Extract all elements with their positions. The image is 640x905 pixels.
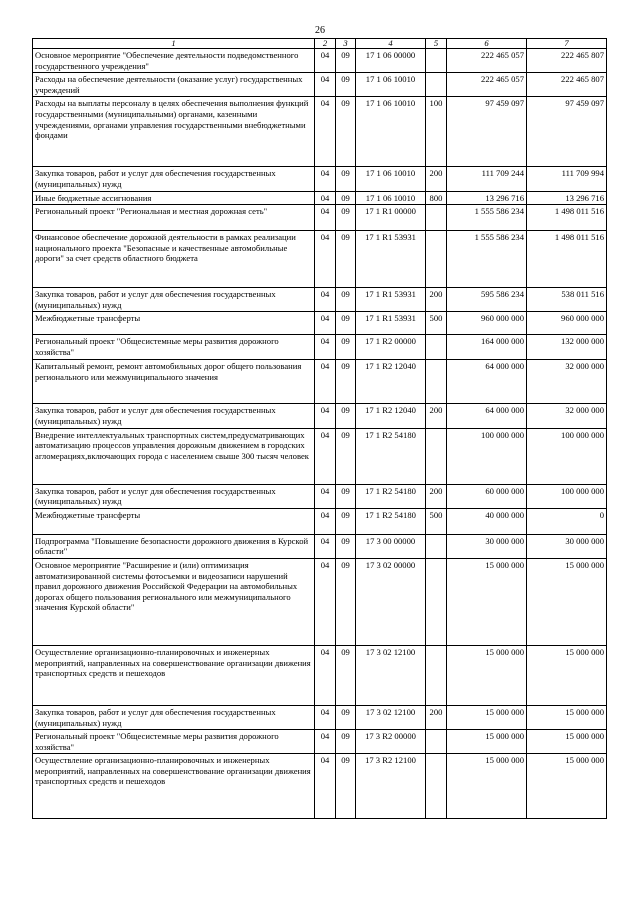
row-target-article: 17 3 R2 00000 <box>356 730 426 754</box>
row-section: 04 <box>315 73 336 97</box>
row-name: Осуществление организационно-планировочных и инженерных мероприятий, направленных на совершенствование организации движения транспортных средств и пешеходов <box>33 754 315 819</box>
row-amount-1: 60 000 000 <box>447 484 527 508</box>
header-cell: 7 <box>527 39 607 49</box>
table-row <box>33 484 607 508</box>
row-target-article: 17 1 R1 53931 <box>356 231 426 288</box>
row-section: 04 <box>315 428 336 484</box>
table-row <box>33 730 607 754</box>
row-name: Закупка товаров, работ и услуг для обеспечения государственных (муниципальных) нужд <box>33 167 315 191</box>
header-cell: 2 <box>315 39 336 49</box>
row-amount-2: 30 000 000 <box>527 534 607 558</box>
table-row <box>33 167 607 191</box>
row-amount-2: 32 000 000 <box>527 360 607 404</box>
row-expense-type <box>426 49 447 73</box>
row-amount-2: 15 000 000 <box>527 558 607 645</box>
table-row <box>33 231 607 288</box>
row-name: Межбюджетные трансферты <box>33 312 315 335</box>
row-subsection: 09 <box>336 288 356 312</box>
row-amount-1: 164 000 000 <box>447 335 527 360</box>
row-target-article: 17 1 06 00000 <box>356 49 426 73</box>
row-amount-1: 15 000 000 <box>447 705 527 729</box>
row-section: 04 <box>315 288 336 312</box>
row-subsection: 09 <box>336 508 356 534</box>
row-section: 04 <box>315 534 336 558</box>
row-expense-type: 200 <box>426 167 447 191</box>
row-subsection: 09 <box>336 754 356 819</box>
table-row <box>33 49 607 73</box>
budget-table <box>32 38 607 819</box>
row-name: Закупка товаров, работ и услуг для обеспечения государственных (муниципальных) нужд <box>33 484 315 508</box>
row-section: 04 <box>315 312 336 335</box>
row-name: Закупка товаров, работ и услуг для обеспечения государственных (муниципальных) нужд <box>33 705 315 729</box>
row-target-article: 17 1 R2 12040 <box>356 360 426 404</box>
row-target-article: 17 1 R2 00000 <box>356 335 426 360</box>
row-expense-type <box>426 335 447 360</box>
row-name: Капитальный ремонт, ремонт автомобильных дорог общего пользования регионального или межмуниципального значения <box>33 360 315 404</box>
row-amount-2: 222 465 807 <box>527 73 607 97</box>
row-amount-2: 111 709 994 <box>527 167 607 191</box>
row-amount-1: 1 555 586 234 <box>447 231 527 288</box>
row-section: 04 <box>315 97 336 167</box>
table-row <box>33 288 607 312</box>
row-subsection: 09 <box>336 97 356 167</box>
row-amount-1: 15 000 000 <box>447 558 527 645</box>
row-target-article: 17 1 R1 53931 <box>356 288 426 312</box>
row-expense-type <box>426 534 447 558</box>
header-cell: 1 <box>33 39 315 49</box>
row-amount-2: 15 000 000 <box>527 754 607 819</box>
row-section: 04 <box>315 558 336 645</box>
row-target-article: 17 1 06 10010 <box>356 167 426 191</box>
row-expense-type: 500 <box>426 312 447 335</box>
row-section: 04 <box>315 484 336 508</box>
row-name: Расходы на выплаты персоналу в целях обеспечения выполнения функций государственными (муниципальными) органами, казенными учреждениями, органами управления государственными внебюджетными фондами <box>33 97 315 167</box>
row-expense-type: 200 <box>426 484 447 508</box>
header-cell: 5 <box>426 39 447 49</box>
row-expense-type: 800 <box>426 191 447 205</box>
table-row <box>33 97 607 167</box>
row-amount-2: 97 459 097 <box>527 97 607 167</box>
table-row <box>33 645 607 705</box>
row-amount-2: 538 011 516 <box>527 288 607 312</box>
row-section: 04 <box>315 508 336 534</box>
row-amount-1: 64 000 000 <box>447 404 527 428</box>
row-section: 04 <box>315 730 336 754</box>
row-target-article: 17 3 02 12100 <box>356 645 426 705</box>
row-name: Региональный проект "Общесистемные меры развития дорожного хозяйства" <box>33 730 315 754</box>
table-row <box>33 335 607 360</box>
table-row <box>33 404 607 428</box>
row-section: 04 <box>315 754 336 819</box>
header-cell: 3 <box>336 39 356 49</box>
row-subsection: 09 <box>336 49 356 73</box>
row-subsection: 09 <box>336 312 356 335</box>
row-amount-1: 222 465 057 <box>447 73 527 97</box>
row-section: 04 <box>315 404 336 428</box>
row-subsection: 09 <box>336 484 356 508</box>
row-amount-1: 222 465 057 <box>447 49 527 73</box>
row-expense-type <box>426 360 447 404</box>
row-amount-1: 1 555 586 234 <box>447 205 527 231</box>
table-row <box>33 534 607 558</box>
row-section: 04 <box>315 360 336 404</box>
row-expense-type <box>426 754 447 819</box>
row-target-article: 17 1 06 10010 <box>356 191 426 205</box>
row-target-article: 17 1 R2 54180 <box>356 508 426 534</box>
row-amount-1: 15 000 000 <box>447 754 527 819</box>
table-row <box>33 508 607 534</box>
row-subsection: 09 <box>336 191 356 205</box>
header-row <box>33 39 607 49</box>
table-row <box>33 73 607 97</box>
row-amount-1: 64 000 000 <box>447 360 527 404</box>
row-amount-2: 32 000 000 <box>527 404 607 428</box>
row-amount-1: 15 000 000 <box>447 730 527 754</box>
row-subsection: 09 <box>336 205 356 231</box>
row-target-article: 17 3 00 00000 <box>356 534 426 558</box>
page-number: 26 <box>315 25 325 36</box>
row-subsection: 09 <box>336 404 356 428</box>
row-amount-2: 1 498 011 516 <box>527 205 607 231</box>
row-subsection: 09 <box>336 231 356 288</box>
row-name: Финансовое обеспечение дорожной деятельности в рамках реализации национального проекта "Безопасные и качественные автомобильные дороги" за счет средств областного бюджета <box>33 231 315 288</box>
row-amount-1: 97 459 097 <box>447 97 527 167</box>
row-name: Осуществление организационно-планировочных и инженерных мероприятий, направленных на совершенствование организации движения транспортных средств и пешеходов <box>33 645 315 705</box>
row-target-article: 17 1 06 10010 <box>356 73 426 97</box>
row-expense-type <box>426 558 447 645</box>
row-expense-type: 200 <box>426 705 447 729</box>
row-subsection: 09 <box>336 167 356 191</box>
row-amount-2: 15 000 000 <box>527 645 607 705</box>
row-target-article: 17 3 02 00000 <box>356 558 426 645</box>
row-section: 04 <box>315 645 336 705</box>
row-amount-1: 40 000 000 <box>447 508 527 534</box>
table-row <box>33 754 607 819</box>
row-amount-2: 15 000 000 <box>527 705 607 729</box>
row-subsection: 09 <box>336 558 356 645</box>
row-expense-type <box>426 231 447 288</box>
row-expense-type: 100 <box>426 97 447 167</box>
row-amount-1: 111 709 244 <box>447 167 527 191</box>
row-name: Основное мероприятие "Расширение и (или) оптимизация автоматизированной системы фотосъемки и видеозаписи нарушений правил дорожного движения Российской Федерации на автомобильных дорогах общего пользования регионального или межмуниципального значения Курской области" <box>33 558 315 645</box>
row-subsection: 09 <box>336 705 356 729</box>
row-expense-type <box>426 428 447 484</box>
row-amount-1: 595 586 234 <box>447 288 527 312</box>
table-row <box>33 205 607 231</box>
row-expense-type <box>426 205 447 231</box>
row-amount-1: 15 000 000 <box>447 645 527 705</box>
row-name: Закупка товаров, работ и услуг для обеспечения государственных (муниципальных) нужд <box>33 404 315 428</box>
row-amount-2: 132 000 000 <box>527 335 607 360</box>
row-name: Региональный проект "Региональная и местная дорожная сеть" <box>33 205 315 231</box>
row-name: Региональный проект "Общесистемные меры развития дорожного хозяйства" <box>33 335 315 360</box>
table-row <box>33 360 607 404</box>
row-amount-2: 1 498 011 516 <box>527 231 607 288</box>
row-name: Подпрограмма "Повышение безопасности дорожного движения в Курской области" <box>33 534 315 558</box>
row-subsection: 09 <box>336 428 356 484</box>
row-name: Расходы на обеспечение деятельности (оказание услуг) государственных учреждений <box>33 73 315 97</box>
row-expense-type <box>426 73 447 97</box>
row-target-article: 17 1 R1 53931 <box>356 312 426 335</box>
row-name: Внедрение интеллектуальных транспортных систем,предусматривающих автоматизацию процессов управления дорожным движением в городских агломерациях,включающих города с населением свыше 300 тысяч человек <box>33 428 315 484</box>
table-row <box>33 312 607 335</box>
row-name: Иные бюджетные ассигнования <box>33 191 315 205</box>
row-name: Межбюджетные трансферты <box>33 508 315 534</box>
row-subsection: 09 <box>336 730 356 754</box>
row-expense-type <box>426 730 447 754</box>
row-name: Основное мероприятие "Обеспечение деятельности подведомственного государственного учреждения" <box>33 49 315 73</box>
row-target-article: 17 1 06 10010 <box>356 97 426 167</box>
row-target-article: 17 3 02 12100 <box>356 705 426 729</box>
table-row <box>33 558 607 645</box>
row-amount-2: 0 <box>527 508 607 534</box>
row-target-article: 17 1 R2 54180 <box>356 484 426 508</box>
row-expense-type: 500 <box>426 508 447 534</box>
row-section: 04 <box>315 191 336 205</box>
table-row <box>33 705 607 729</box>
row-section: 04 <box>315 49 336 73</box>
row-section: 04 <box>315 231 336 288</box>
row-target-article: 17 1 R2 12040 <box>356 404 426 428</box>
row-target-article: 17 1 R2 54180 <box>356 428 426 484</box>
header-cell: 4 <box>356 39 426 49</box>
row-subsection: 09 <box>336 645 356 705</box>
row-amount-2: 100 000 000 <box>527 428 607 484</box>
row-amount-2: 13 296 716 <box>527 191 607 205</box>
row-section: 04 <box>315 205 336 231</box>
row-amount-1: 13 296 716 <box>447 191 527 205</box>
row-subsection: 09 <box>336 360 356 404</box>
row-expense-type: 200 <box>426 288 447 312</box>
row-amount-2: 960 000 000 <box>527 312 607 335</box>
table-row <box>33 428 607 484</box>
row-name: Закупка товаров, работ и услуг для обеспечения государственных (муниципальных) нужд <box>33 288 315 312</box>
row-section: 04 <box>315 705 336 729</box>
row-section: 04 <box>315 167 336 191</box>
row-expense-type: 200 <box>426 404 447 428</box>
row-subsection: 09 <box>336 335 356 360</box>
row-subsection: 09 <box>336 73 356 97</box>
row-amount-1: 30 000 000 <box>447 534 527 558</box>
row-amount-2: 222 465 807 <box>527 49 607 73</box>
row-target-article: 17 3 R2 12100 <box>356 754 426 819</box>
row-amount-1: 960 000 000 <box>447 312 527 335</box>
row-amount-2: 100 000 000 <box>527 484 607 508</box>
row-subsection: 09 <box>336 534 356 558</box>
row-section: 04 <box>315 335 336 360</box>
header-cell: 6 <box>447 39 527 49</box>
row-target-article: 17 1 R1 00000 <box>356 205 426 231</box>
row-expense-type <box>426 645 447 705</box>
row-amount-2: 15 000 000 <box>527 730 607 754</box>
row-amount-1: 100 000 000 <box>447 428 527 484</box>
table-row <box>33 191 607 205</box>
